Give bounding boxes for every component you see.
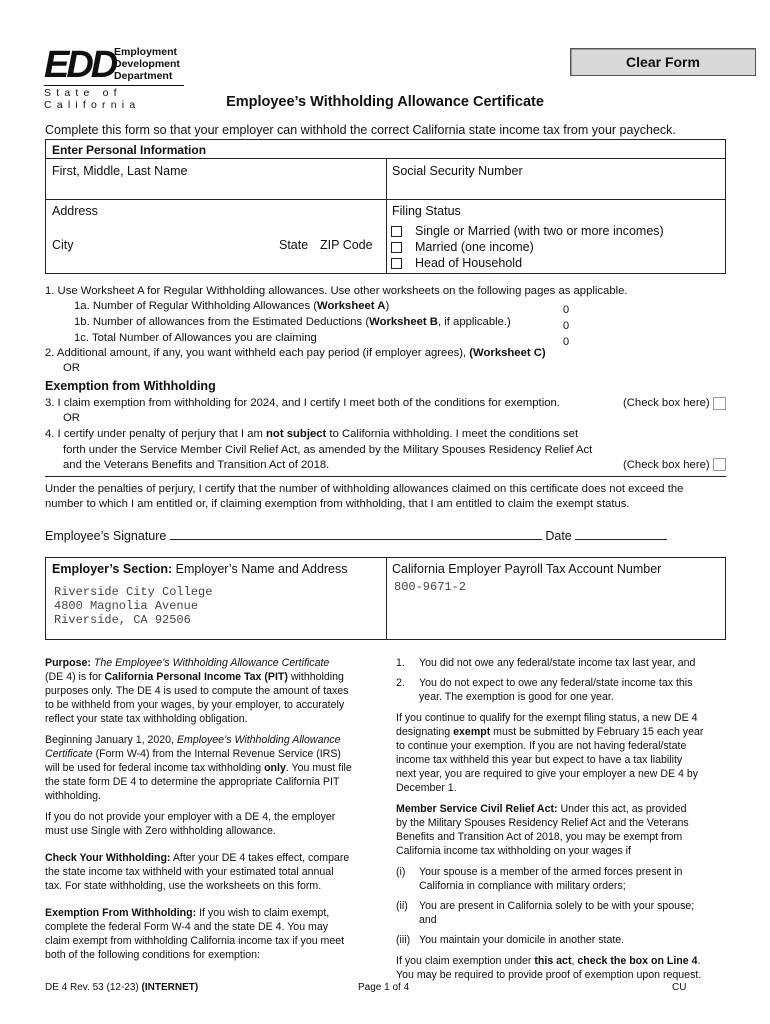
state-field[interactable]: State — [279, 238, 309, 252]
perjury-line-1: Under the penalties of perjury, I certify that the number of withholding allowances claimed on this certificate does not exceed the — [45, 483, 684, 495]
employer-account-number[interactable]: 800-9671-2 — [394, 580, 467, 594]
line-1c-value[interactable]: 0 — [563, 336, 570, 348]
clear-form-button[interactable]: Clear Form — [570, 48, 756, 76]
filing-married-label: Married (one income) — [415, 240, 534, 254]
line-1c: 1c. Total Number of Allowances you are claiming — [74, 332, 317, 344]
exemption-header: Exemption from Withholding — [45, 379, 216, 393]
instructions-left: Purpose: The Employee’s Withholding Allowance Certificate (DE 4) is for California Personal Income Tax (PIT) withholding purposes only. The DE 4 is used to compute the amount of taxes to be withheld from your wages, by your employer, to accurately reflect your state tax withholding obligation. Beginning January 1, 2020, Employee’s Withholding Allowance Certificate (Form W-4) from the Internal Revenue Service (IRS) will be used for federal income tax withholding only. You must file the state form DE 4 to determine the appropriate California PIT withholding. If you do not provide your employer with a DE 4, the employer must use Single with Zero withholding allowance. Check Your Withholding: After your DE 4 takes effect, compare the state income tax withheld with your estimated total annual tax. For state withholding, use the worksheets on this form. Exemption From Withholding: If you wish to claim exempt, complete the federal Form W-4 and the state DE 4. You may claim exempt from withholding California income tax if you meet both of the following conditions for exemption: — [45, 657, 352, 961]
employer-name-address[interactable]: Riverside City College 4800 Magnolia Avenue Riverside, CA 92506 — [54, 585, 213, 627]
edd-logo — [44, 44, 184, 111]
signature-field[interactable] — [170, 529, 542, 540]
personal-info-header: Enter Personal Information — [46, 140, 725, 159]
form-intro: Complete this form so that your employer can withhold the correct California state income tax from your paycheck. — [45, 123, 676, 137]
signature-label: Employee’s Signature — [45, 529, 167, 543]
logo-department-name: Employment Development Department — [114, 46, 180, 82]
or-2: OR — [63, 412, 80, 424]
employer-section — [45, 557, 726, 640]
filing-hoh-label: Head of Household — [415, 256, 523, 270]
divider — [45, 476, 726, 477]
date-label: Date — [545, 529, 572, 543]
footer-code: CU — [672, 982, 687, 993]
form-id: DE 4 Rev. 53 (12-23) (INTERNET) — [45, 982, 199, 993]
line-1b: 1b. Number of allowances from the Estimated Deductions (Worksheet B, if applicable.) — [74, 316, 511, 328]
page-number: Page 1 of 4 — [358, 982, 410, 993]
personal-info-section — [45, 139, 726, 274]
employer-section-label: Employer’s Section: Employer’s Name and Address — [52, 562, 348, 576]
filing-single-label: Single or Married (with two or more incomes) — [415, 224, 664, 238]
perjury-line-2: number to which I am entitled or, if claiming exemption from withholding, that I am entitled to claim the exempt status. — [45, 498, 630, 510]
filing-status-label: Filing Status — [392, 204, 461, 218]
city-field[interactable]: City — [52, 238, 74, 252]
address-field[interactable]: Address — [52, 204, 98, 218]
filing-single-checkbox[interactable] — [391, 226, 402, 237]
logo-abbr: EDD — [44, 44, 116, 86]
line-4-check-label: (Check box here) — [623, 459, 710, 471]
form-title: Employee’s Withholding Allowance Certificate — [226, 94, 544, 110]
line-4c: and the Veterans Benefits and Transition Act of 2018. — [63, 459, 330, 471]
line-4-checkbox[interactable] — [713, 458, 726, 471]
employer-account-label: California Employer Payroll Tax Account Number — [392, 562, 662, 576]
line-4b: forth under the Service Member Civil Relief Act, as amended by the Military Spouses Residency Relief Act — [63, 444, 593, 456]
zip-field[interactable]: ZIP Code — [320, 238, 373, 252]
line-1a-value[interactable]: 0 — [563, 304, 570, 316]
line-1: 1. Use Worksheet A for Regular Withholding allowances. Use other worksheets on the following pages as applicable. — [45, 285, 628, 297]
filing-married-checkbox[interactable] — [391, 242, 402, 253]
date-field[interactable] — [575, 529, 667, 540]
line-1b-value[interactable]: 0 — [563, 320, 570, 332]
filing-hoh-checkbox[interactable] — [391, 258, 402, 269]
ssn-field[interactable]: Social Security Number — [392, 164, 523, 178]
signature-row — [45, 529, 667, 543]
logo-state: State of California — [44, 85, 184, 111]
line-4: 4. I certify under penalty of perjury that I am not subject to California withholding. I meet the conditions set — [45, 428, 579, 440]
line-2: 2. Additional amount, if any, you want withheld each pay period (if employer agrees), (Worksheet C) — [45, 347, 546, 359]
name-field[interactable]: First, Middle, Last Name — [52, 164, 188, 178]
or-1: OR — [63, 362, 80, 374]
line-3-check-label: (Check box here) — [623, 397, 710, 409]
instructions-right: 1. You did not owe any federal/state income tax last year, and 2. You do not expect to owe any federal/state income tax this year. The exemption is good for one year. If you continue to qualify for the exempt filing status, a new DE 4 designating exempt must be submitted by February 15 each year to continue your exemption. If you are not having federal/state income tax withheld this year but expect to have a tax liability next year, you are required to give your employer a new DE 4 by December 1. Member Service Civil Relief Act: Under this act, as provided by the Military Spouses Residency Relief Act and the Veterans Benefits and Transition Act of 2018, you may be exempt from California income tax withholding on your wages if (i) Your spouse is a member of the armed forces present in California in compliance with military orders; (ii) You are present in California solely to be with your spouse; and (iii) You maintain your domicile in another state. If you claim exemption under this act, check the box on Line 4. You may be required to provide proof of exemption upon request. — [396, 657, 704, 981]
line-1a: 1a. Number of Regular Withholding Allowances (Worksheet A) — [74, 300, 390, 312]
line-3: 3. I claim exemption from withholding for 2024, and I certify I meet both of the conditions for exemption. — [45, 397, 560, 409]
line-3-checkbox[interactable] — [713, 397, 726, 410]
